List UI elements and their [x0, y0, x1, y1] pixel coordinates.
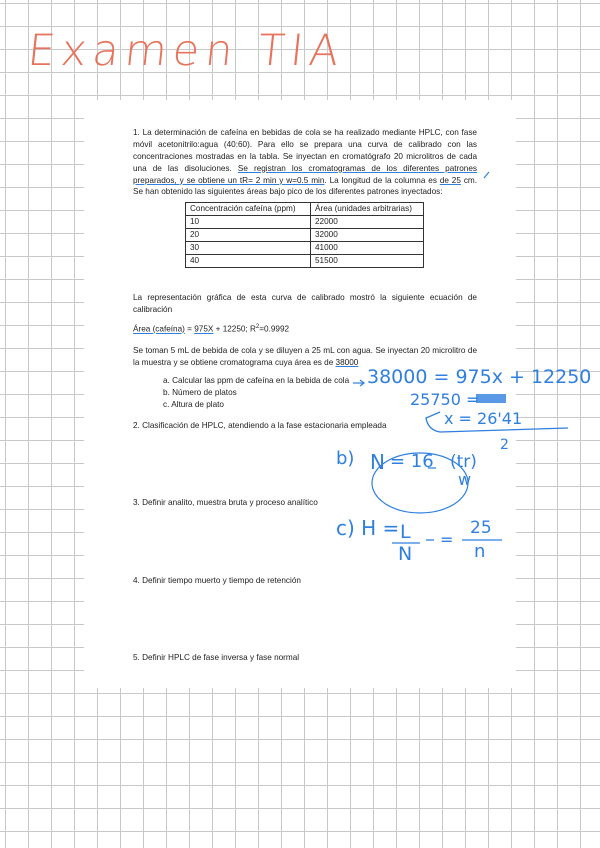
handwritten-b-label: b) — [336, 448, 355, 469]
handwritten-title: Examen TIA — [25, 26, 348, 76]
subquestion-a: a. Calcular las ppm de cafeína en la bebida de cola — [163, 376, 350, 385]
handwritten-exponent: 2 — [500, 437, 509, 453]
q1-intro-text: 1. La determinación de cafeína en bebidas de cola se ha realizado mediante HPLC, con fase móvil acetonitrilo:agua (40:60). Para ello se prepara una curva de calibrado con las concentraciones mostradas en la tabla. Se inyectan en cromatógrafo 20 microlitros de cada una de las disoluciones. — [133, 128, 477, 173]
handwritten-w: w — [458, 470, 472, 489]
handwritten-tr: tr — [456, 452, 471, 472]
question-2: 2. Clasificación de HPLC, atendiendo a la fase estacionaria empleada — [133, 421, 387, 430]
table-cell: 30 — [186, 242, 311, 255]
handwritten-equation-2: 25750 = — [410, 390, 480, 409]
handwritten-equals: = — [440, 530, 454, 549]
question-4: 4. Definir tiempo muerto y tiempo de retención — [133, 576, 301, 585]
q1-column-text: . La longitud de la columna es — [324, 175, 440, 185]
table-cell: 32000 — [311, 229, 424, 242]
handwritten-n: n — [474, 541, 486, 562]
equation-r2-exponent: 2 — [255, 324, 260, 330]
equation-r2-value: =0.9992 — [259, 324, 290, 334]
equation-lhs: Área (cafeína) — [133, 324, 185, 334]
table-header-area: Área (unidades arbitrarias) — [311, 203, 424, 216]
handwritten-eq-16: = 16 — [390, 451, 434, 472]
handwritten-N-denominator: N — [398, 543, 413, 565]
subquestion-b: b. Número de platos — [163, 387, 237, 397]
handwritten-paren-tr: (tr) — [450, 452, 477, 472]
subquestion-c: c. Altura de plato — [163, 399, 224, 409]
table-cell: 20 — [186, 229, 311, 242]
handwritten-result-x: x = 26'41 — [444, 409, 523, 428]
handwritten-equation-1: 38000 = 975x + 12250 — [367, 366, 592, 388]
q1-areas-text: cm. Se han obtenido las siguientes áreas bajo pico de los diferentes patrones inyectados: — [133, 175, 478, 197]
tick-mark — [484, 172, 489, 178]
sample-text: Se toman 5 mL de bebida de cola y se diluyen a 25 mL con agua. Se inyectan 20 microlitro de la muestra y se obtiene cromatograma cuya área es de — [133, 346, 477, 367]
equation-intercept: + 12250; R — [213, 324, 256, 334]
table-cell: 10 — [186, 216, 311, 229]
handwritten-25: 25 — [470, 518, 492, 538]
equation-equals: = — [184, 324, 195, 334]
q1-tr-w-values: tR= 2 min y w=0.5 min — [239, 175, 325, 185]
curve-description: La representación gráfica de esta curva de calibrado mostró la siguiente ecuación de calibración — [133, 293, 477, 314]
handwritten-c-label: c) H = — [336, 516, 400, 540]
question-3: 3. Definir analito, muestra bruta y proceso analítico — [133, 498, 318, 507]
scribble-out — [476, 394, 506, 403]
table-cell: 51500 — [311, 254, 424, 267]
q1-highlight-patrones: Se registran los cromatogramas de los diferentes patrones preparados, y se obtiene un — [133, 163, 478, 185]
table-header-concentration: Concentración cafeína (ppm) — [186, 203, 311, 216]
table-cell: 22000 — [311, 216, 424, 229]
table-cell: 41000 — [311, 242, 424, 255]
question-5: 5. Definir HPLC de fase inversa y fase normal — [133, 653, 300, 662]
handwritten-N: N — [370, 450, 385, 474]
equation-slope: 975X — [194, 324, 214, 334]
table-cell: 40 — [186, 254, 311, 267]
sample-area: 38000 — [335, 357, 359, 367]
q1-column-length: de 25 — [439, 175, 461, 185]
handwritten-L: L — [400, 521, 411, 543]
